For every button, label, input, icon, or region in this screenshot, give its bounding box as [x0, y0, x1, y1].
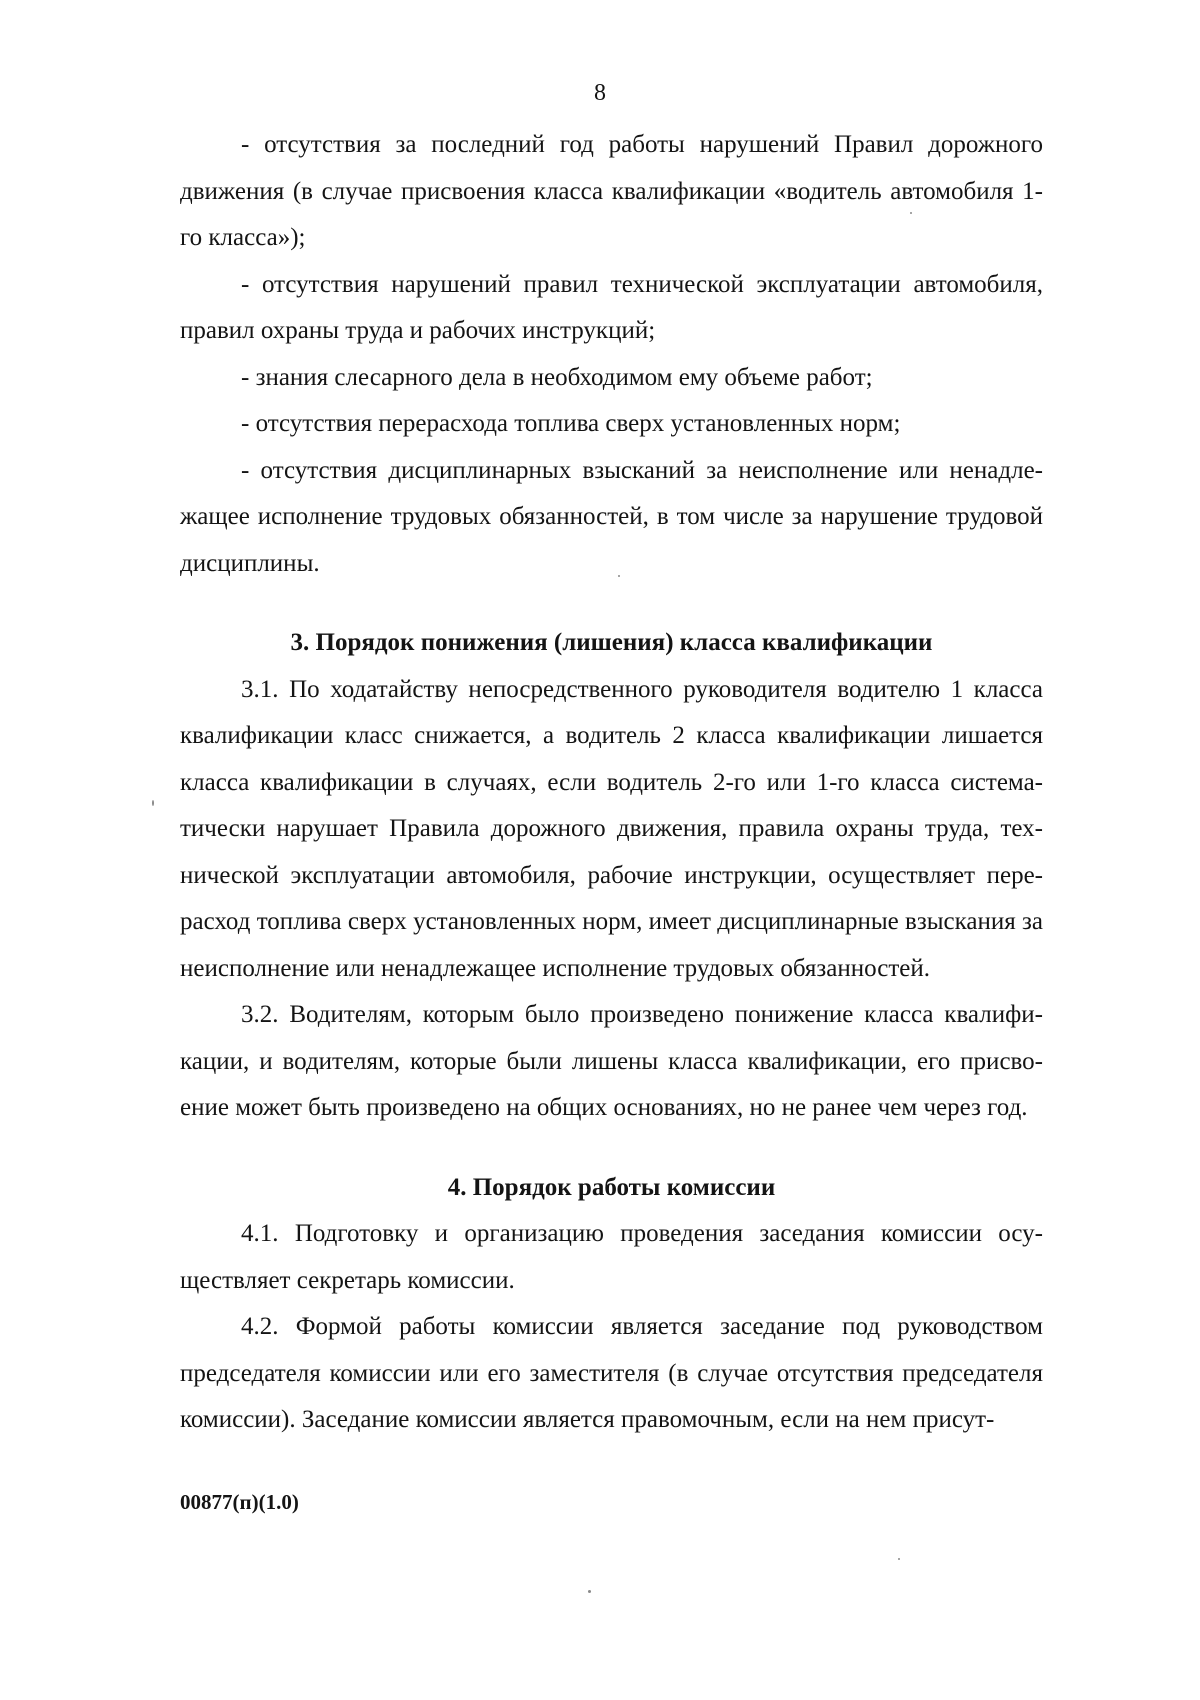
section-spacer	[180, 587, 1043, 620]
scan-speck	[898, 1558, 900, 1560]
paragraph: 3.2. Водителям, которым было произведено понижение класса квалификации, и водителям, которые были лишены класса квалификации, его присвоение может быть произведено на общих основаниях, но не ранее чем через год.	[180, 1001, 1043, 1121]
page-number: 8	[594, 80, 606, 106]
section-spacer	[180, 1132, 1043, 1165]
paragraph: - отсутствия дисциплинарных взысканий за неисполнение или ненадлежащее исполнение трудовых обязанностей, в том числе за нарушение трудовой дисциплины.	[180, 456, 1043, 577]
paragraph: - отсутствия перерасхода топлива сверх установленных норм;	[241, 410, 901, 437]
paragraph: - знания слесарного дела в необходимом ему объеме работ;	[241, 363, 873, 391]
document-body	[180, 122, 1043, 1444]
paragraph: 4.2. Формой работы комиссии является заседание под руководством председателя комиссии или его заместителя (в случае отсутствия председателя комиссии). Заседание комиссии является правомочным, если на нем присут-	[180, 1313, 1043, 1433]
scan-speck	[910, 212, 912, 214]
scan-speck	[618, 575, 620, 577]
section-heading-3: 3. Порядок понижения (лишения) класса квалификации	[290, 629, 933, 656]
paragraph: 4.1. Подготовку и организацию проведения заседания комиссии осуществляет секретарь комиссии.	[180, 1220, 1043, 1294]
paragraph: 3.1. По ходатайству непосредственного руководителя водителю 1 класса квалификации класс снижается, а водитель 2 класса квалификации лишается класса квалификации в случаях, если водитель 2-го или 1-го класса систематически нарушает Правила дорожного движения, правила охраны труда, технической эксплуатации автомобиля, рабочие инструкции, осуществляет перерасход топлива сверх установленных норм, имеет дисциплинарные взыскания за неисполнение или ненадлежащее исполнение трудовых обязанностей.	[180, 675, 1043, 982]
paragraph: - отсутствия нарушений правил технической эксплуатации автомобиля, правил охраны труда и рабочих инструкций;	[180, 270, 1043, 344]
scan-speck	[152, 800, 154, 806]
scan-speck	[588, 1590, 591, 1593]
document-code: 00877(п)(1.0)	[180, 1490, 299, 1514]
paragraph: - отсутствия за последний год работы нарушений Правил дорожного движения (в случае присвоения класса квалификации «водитель автомобиля 1-го класса»);	[180, 131, 1043, 251]
section-heading-4: 4. Порядок работы комиссии	[447, 1173, 776, 1201]
